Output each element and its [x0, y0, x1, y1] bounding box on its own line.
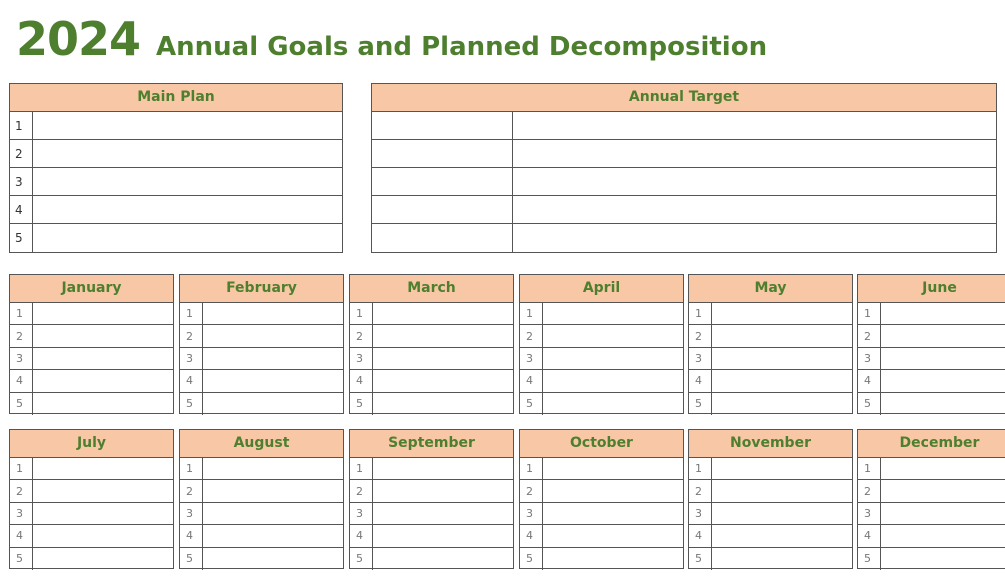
- row-number: 1: [689, 303, 712, 324]
- annual-target-label-cell[interactable]: [372, 140, 513, 167]
- annual-target-label-cell[interactable]: [372, 168, 513, 195]
- row-number: 4: [858, 525, 881, 546]
- month-entry-cell[interactable]: [543, 393, 683, 415]
- row-number: 3: [350, 348, 373, 369]
- month-row: [180, 303, 343, 325]
- row-number: 4: [180, 370, 203, 391]
- row-number: 4: [520, 370, 543, 391]
- month-row: [520, 370, 683, 392]
- row-number: 2: [858, 480, 881, 501]
- month-row: [689, 393, 852, 415]
- month-row: [520, 303, 683, 325]
- month-entry-cell[interactable]: [203, 480, 343, 501]
- month-entry-cell[interactable]: [881, 525, 1005, 546]
- month-header: February: [180, 275, 343, 303]
- month-entry-cell[interactable]: [712, 393, 852, 415]
- month-row: [10, 325, 173, 347]
- row-number: 4: [689, 525, 712, 546]
- month-entry-cell[interactable]: [881, 458, 1005, 479]
- month-row: [350, 503, 513, 525]
- row-number: 1: [350, 458, 373, 479]
- month-entry-cell[interactable]: [543, 458, 683, 479]
- month-entry-cell[interactable]: [373, 503, 513, 524]
- main-plan-header: Main Plan: [10, 84, 342, 112]
- row-number: 2: [520, 325, 543, 346]
- month-header: April: [520, 275, 683, 303]
- month-entry-cell[interactable]: [712, 525, 852, 546]
- month-row: [10, 525, 173, 547]
- month-entry-cell[interactable]: [543, 503, 683, 524]
- row-number: 4: [350, 370, 373, 391]
- month-entry-cell[interactable]: [373, 348, 513, 369]
- row-number: 1: [350, 303, 373, 324]
- month-entry-cell[interactable]: [203, 548, 343, 570]
- month-row: [689, 348, 852, 370]
- annual-target-entry-cell[interactable]: [513, 168, 996, 195]
- month-entry-cell[interactable]: [33, 458, 173, 479]
- month-entry-cell[interactable]: [712, 503, 852, 524]
- month-entry-cell[interactable]: [543, 370, 683, 391]
- month-row: [689, 458, 852, 480]
- row-number: 5: [689, 548, 712, 570]
- row-number: 3: [180, 503, 203, 524]
- row-number: 1: [858, 303, 881, 324]
- month-row: [520, 325, 683, 347]
- month-entry-cell[interactable]: [543, 480, 683, 501]
- month-entry-cell[interactable]: [373, 458, 513, 479]
- month-header: August: [180, 430, 343, 458]
- month-row: [858, 303, 1005, 325]
- row-number: 1: [10, 303, 33, 324]
- month-entry-cell[interactable]: [33, 325, 173, 346]
- main-plan-row: [10, 196, 342, 224]
- month-entry-cell[interactable]: [203, 325, 343, 346]
- month-entry-cell[interactable]: [33, 348, 173, 369]
- month-row: [520, 525, 683, 547]
- month-entry-cell[interactable]: [33, 503, 173, 524]
- row-number: 5: [520, 548, 543, 570]
- month-entry-cell[interactable]: [543, 525, 683, 546]
- month-row: [520, 548, 683, 570]
- month-entry-cell[interactable]: [543, 325, 683, 346]
- row-number: 3: [10, 168, 33, 195]
- month-entry-cell[interactable]: [881, 303, 1005, 324]
- month-row: [180, 525, 343, 547]
- main-plan-row: [10, 112, 342, 140]
- row-number: 3: [689, 503, 712, 524]
- month-row: [180, 458, 343, 480]
- row-number: 4: [180, 525, 203, 546]
- month-row: [350, 525, 513, 547]
- main-plan-entry-cell[interactable]: [33, 224, 342, 252]
- row-number: 1: [858, 458, 881, 479]
- month-row: [520, 348, 683, 370]
- month-header: September: [350, 430, 513, 458]
- month-entry-cell[interactable]: [712, 480, 852, 501]
- month-entry-cell[interactable]: [33, 548, 173, 570]
- row-number: 2: [10, 480, 33, 501]
- month-row: [689, 503, 852, 525]
- row-number: 1: [520, 458, 543, 479]
- month-entry-cell[interactable]: [203, 393, 343, 415]
- row-number: 2: [858, 325, 881, 346]
- main-plan-table: [9, 83, 343, 253]
- month-entry-cell[interactable]: [881, 370, 1005, 391]
- row-number: 3: [350, 503, 373, 524]
- month-entry-cell[interactable]: [543, 348, 683, 369]
- title-subtitle: Annual Goals and Planned Decomposition: [156, 32, 768, 62]
- month-header: June: [858, 275, 1005, 303]
- row-number: 2: [350, 325, 373, 346]
- main-plan-row: [10, 168, 342, 196]
- month-row: [350, 458, 513, 480]
- month-row: [520, 393, 683, 415]
- row-number: 4: [350, 525, 373, 546]
- month-row: [350, 348, 513, 370]
- main-plan-entry-cell[interactable]: [33, 140, 342, 167]
- row-number: 5: [520, 393, 543, 415]
- month-entry-cell[interactable]: [881, 325, 1005, 346]
- annual-target-label-cell[interactable]: [372, 112, 513, 139]
- month-entry-cell[interactable]: [712, 458, 852, 479]
- month-row: [858, 458, 1005, 480]
- month-row: [180, 503, 343, 525]
- month-table-may: [688, 274, 853, 414]
- row-number: 4: [10, 525, 33, 546]
- month-entry-cell[interactable]: [203, 370, 343, 391]
- main-plan-row: [10, 140, 342, 168]
- month-entry-cell[interactable]: [881, 548, 1005, 570]
- month-header: March: [350, 275, 513, 303]
- month-row: [350, 303, 513, 325]
- annual-target-row: [372, 140, 996, 168]
- row-number: 2: [520, 480, 543, 501]
- row-number: 1: [689, 458, 712, 479]
- month-entry-cell[interactable]: [33, 303, 173, 324]
- month-row: [350, 325, 513, 347]
- month-row: [858, 348, 1005, 370]
- row-number: 2: [180, 480, 203, 501]
- annual-target-entry-cell[interactable]: [513, 112, 996, 139]
- row-number: 3: [689, 348, 712, 369]
- annual-target-label-cell[interactable]: [372, 196, 513, 223]
- month-entry-cell[interactable]: [712, 325, 852, 346]
- month-row: [10, 503, 173, 525]
- month-table-october: [519, 429, 684, 569]
- row-number: 3: [180, 348, 203, 369]
- month-row: [180, 325, 343, 347]
- main-plan-entry-cell[interactable]: [33, 196, 342, 223]
- month-row: [689, 548, 852, 570]
- month-entry-cell[interactable]: [203, 348, 343, 369]
- annual-target-header: Annual Target: [372, 84, 996, 112]
- month-entry-cell[interactable]: [712, 548, 852, 570]
- month-entry-cell[interactable]: [881, 348, 1005, 369]
- month-row: [520, 480, 683, 502]
- row-number: 5: [350, 548, 373, 570]
- month-row: [350, 548, 513, 570]
- month-row: [180, 393, 343, 415]
- month-entry-cell[interactable]: [373, 480, 513, 501]
- month-entry-cell[interactable]: [373, 548, 513, 570]
- month-row: [858, 370, 1005, 392]
- month-table-march: [349, 274, 514, 414]
- row-number: 4: [520, 525, 543, 546]
- month-row: [689, 370, 852, 392]
- month-table-september: [349, 429, 514, 569]
- month-row: [858, 325, 1005, 347]
- month-row: [858, 480, 1005, 502]
- month-row: [350, 370, 513, 392]
- month-table-july: [9, 429, 174, 569]
- row-number: 2: [10, 140, 33, 167]
- month-entry-cell[interactable]: [203, 525, 343, 546]
- month-table-january: [9, 274, 174, 414]
- row-number: 4: [10, 196, 33, 223]
- annual-target-entry-cell[interactable]: [513, 140, 996, 167]
- month-header: January: [10, 275, 173, 303]
- month-entry-cell[interactable]: [33, 525, 173, 546]
- row-number: 3: [520, 503, 543, 524]
- main-plan-entry-cell[interactable]: [33, 112, 342, 139]
- month-table-february: [179, 274, 344, 414]
- month-row: [10, 480, 173, 502]
- month-row: [350, 480, 513, 502]
- month-entry-cell[interactable]: [543, 548, 683, 570]
- month-row: [10, 303, 173, 325]
- annual-target-table: [371, 83, 997, 253]
- row-number: 1: [180, 303, 203, 324]
- month-entry-cell[interactable]: [203, 503, 343, 524]
- month-table-december: [857, 429, 1005, 569]
- month-row: [180, 480, 343, 502]
- month-row: [180, 348, 343, 370]
- main-plan-entry-cell[interactable]: [33, 168, 342, 195]
- row-number: 5: [180, 393, 203, 415]
- row-number: 5: [858, 393, 881, 415]
- row-number: 5: [180, 548, 203, 570]
- row-number: 1: [10, 112, 33, 139]
- month-entry-cell[interactable]: [33, 370, 173, 391]
- month-row: [858, 548, 1005, 570]
- month-entry-cell[interactable]: [373, 370, 513, 391]
- annual-target-row: [372, 224, 996, 252]
- month-row: [520, 503, 683, 525]
- annual-target-row: [372, 112, 996, 140]
- annual-target-entry-cell[interactable]: [513, 224, 996, 252]
- row-number: 2: [689, 480, 712, 501]
- month-row: [520, 458, 683, 480]
- month-row: [10, 458, 173, 480]
- row-number: 3: [10, 348, 33, 369]
- month-entry-cell[interactable]: [373, 525, 513, 546]
- month-entry-cell[interactable]: [881, 393, 1005, 415]
- title-year: 2024: [16, 12, 141, 66]
- annual-target-row: [372, 196, 996, 224]
- month-header: December: [858, 430, 1005, 458]
- month-row: [10, 348, 173, 370]
- row-number: 1: [180, 458, 203, 479]
- month-row: [689, 325, 852, 347]
- row-number: 2: [350, 480, 373, 501]
- month-row: [10, 370, 173, 392]
- row-number: 3: [858, 348, 881, 369]
- row-number: 2: [10, 325, 33, 346]
- row-number: 5: [10, 393, 33, 415]
- month-row: [689, 525, 852, 547]
- month-header: October: [520, 430, 683, 458]
- month-entry-cell[interactable]: [373, 393, 513, 415]
- month-entry-cell[interactable]: [881, 480, 1005, 501]
- month-table-august: [179, 429, 344, 569]
- month-row: [689, 480, 852, 502]
- row-number: 5: [10, 548, 33, 570]
- row-number: 2: [180, 325, 203, 346]
- main-plan-row: [10, 224, 342, 252]
- row-number: 3: [520, 348, 543, 369]
- month-header: May: [689, 275, 852, 303]
- month-entry-cell[interactable]: [712, 303, 852, 324]
- row-number: 1: [520, 303, 543, 324]
- row-number: 5: [10, 224, 33, 252]
- row-number: 5: [350, 393, 373, 415]
- month-table-june: [857, 274, 1005, 414]
- month-table-april: [519, 274, 684, 414]
- month-row: [858, 525, 1005, 547]
- row-number: 4: [858, 370, 881, 391]
- month-entry-cell[interactable]: [33, 393, 173, 415]
- month-header: November: [689, 430, 852, 458]
- month-row: [180, 548, 343, 570]
- month-entry-cell[interactable]: [33, 480, 173, 501]
- row-number: 4: [10, 370, 33, 391]
- month-entry-cell[interactable]: [881, 503, 1005, 524]
- month-entry-cell[interactable]: [712, 348, 852, 369]
- month-table-november: [688, 429, 853, 569]
- row-number: 3: [858, 503, 881, 524]
- month-entry-cell[interactable]: [712, 370, 852, 391]
- month-row: [10, 393, 173, 415]
- month-entry-cell[interactable]: [203, 458, 343, 479]
- row-number: 5: [689, 393, 712, 415]
- annual-target-entry-cell[interactable]: [513, 196, 996, 223]
- month-entry-cell[interactable]: [203, 303, 343, 324]
- row-number: 3: [10, 503, 33, 524]
- annual-target-row: [372, 168, 996, 196]
- row-number: 1: [10, 458, 33, 479]
- month-row: [180, 370, 343, 392]
- month-entry-cell[interactable]: [373, 303, 513, 324]
- month-header: July: [10, 430, 173, 458]
- month-entry-cell[interactable]: [543, 303, 683, 324]
- month-row: [858, 393, 1005, 415]
- month-entry-cell[interactable]: [373, 325, 513, 346]
- row-number: 5: [858, 548, 881, 570]
- page-title: [16, 12, 767, 66]
- month-row: [858, 503, 1005, 525]
- row-number: 2: [689, 325, 712, 346]
- row-number: 4: [689, 370, 712, 391]
- month-row: [10, 548, 173, 570]
- annual-target-label-cell[interactable]: [372, 224, 513, 252]
- month-row: [689, 303, 852, 325]
- month-row: [350, 393, 513, 415]
